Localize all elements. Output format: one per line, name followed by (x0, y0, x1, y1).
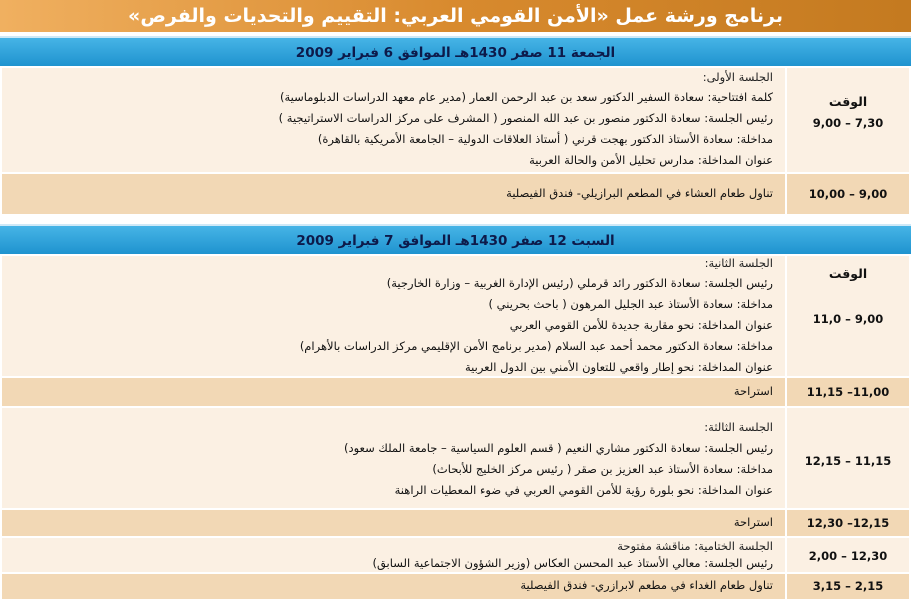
program-title: برنامج ورشة عمل «الأمن القومي العربي: التقييم والتحديات والفرص» (0, 0, 911, 32)
break1-text: استراحة (733, 384, 773, 398)
session3-heading: الجلسة الثالثة: (704, 420, 773, 434)
closing-heading: الجلسة الختامية: مناقشة مفتوحة (617, 539, 773, 553)
lunch-time-cell (785, 574, 909, 599)
session3-line-topic: عنوان المداخلة: نحو بلورة رؤية للأمن القومي العربي في ضوء المعطيات الراهنة (394, 483, 773, 497)
session2-time-cell (785, 256, 909, 376)
closing-time-cell (785, 538, 909, 572)
break2-row (2, 510, 909, 536)
session3-line-speaker: مداخلة: سعادة الأستاذ عبد العزيز بن صقر ( رئيس مركز الخليج للأبحاث) (432, 462, 773, 476)
break1-time-cell (785, 378, 909, 406)
session2-line-topic2: عنوان المداخلة: نحو إطار واقعي للتعاون الأمني بين الدول العربية (465, 360, 773, 374)
session2-line-speaker2: مداخلة: سعادة الدكتور محمد أحمد عبد السلام (مدير برنامج الأمن الإقليمي مركز الدراسات بالأهرام) (299, 339, 773, 353)
session1-heading: الجلسة الأولى: (702, 70, 773, 84)
session1-line-speaker: مداخلة: سعادة الأستاذ الدكتور بهجت قرني ( أستاذ العلاقات الدولية – الجامعة الأمريكية بالقاهرة) (317, 132, 773, 146)
dinner-content (2, 174, 785, 214)
session1-line-opening: كلمة افتتاحية: سعادة السفير الدكتور سعد بن عبد الرحمن العمار (مدير عام معهد الدراسات الدبلوماسية) (280, 90, 773, 104)
dinner-time: 9,00 – 10,00 (808, 187, 888, 201)
dinner-row (2, 174, 909, 214)
session2-line-speaker1: مداخلة: سعادة الأستاذ عبد الجليل المرهون ( باحث بحريني ) (488, 297, 773, 311)
closing-row (2, 538, 909, 572)
session2-time: 9,00 – 11,0 (812, 312, 884, 326)
session1-time-cell (785, 68, 909, 172)
time-label: الوقت (828, 266, 868, 281)
lunch-text: تناول طعام الغداء في مطعم لابرازري- فندق الفيصلية (520, 578, 773, 592)
closing-content (2, 538, 785, 572)
session3-time-cell (785, 408, 909, 508)
break1-content (2, 378, 785, 406)
session2-line-chair: رئيس الجلسة: سعادة الدكتور رائد قرملي (رئيس الإدارة الغربية – وزارة الخارجية) (386, 276, 773, 290)
break2-text: استراحة (733, 515, 773, 529)
break2-content (2, 510, 785, 536)
dinner-time-cell (785, 174, 909, 214)
session3-line-chair: رئيس الجلسة: سعادة الدكتور مشاري النعيم ( قسم العلوم السياسية – جامعة الملك سعود) (344, 441, 773, 455)
closing-line-chair: رئيس الجلسة: معالي الأستاذ عبد المحسن العكاس (وزير الشؤون الاجتماعية السابق) (372, 556, 773, 570)
lunch-row (2, 574, 909, 599)
session2-line-topic1: عنوان المداخلة: نحو مقاربة جديدة للأمن القومي العربي (509, 318, 773, 332)
session3-row (2, 408, 909, 508)
session3-content (2, 408, 785, 508)
break1-time: 11,00– 11,15 (806, 385, 890, 399)
time-label: الوقت (828, 94, 868, 109)
closing-time: 12,30 – 2,00 (808, 549, 888, 563)
break1-row (2, 378, 909, 406)
break2-time-cell (785, 510, 909, 536)
day1-header: الجمعة 11 صفر 1430هـ الموافق 6 فبراير 2009 (0, 36, 911, 66)
lunch-time: 2,15 – 3,15 (812, 579, 884, 593)
session2-row (2, 256, 909, 376)
break2-time: 12,15– 12,30 (806, 516, 890, 530)
session1-row (2, 68, 909, 172)
session1-line-topic: عنوان المداخلة: مدارس تحليل الأمن والحالة العربية (529, 153, 773, 167)
session2-content (2, 256, 785, 376)
session2-heading: الجلسة الثانية: (704, 256, 773, 270)
dinner-text: تناول طعام العشاء في المطعم البرازيلي- فندق الفيصلية (506, 186, 773, 200)
session1-time: 7,30 – 9,00 (812, 116, 884, 130)
day2-header: السبت 12 صفر 1430هـ الموافق 7 فبراير 2009 (0, 224, 911, 254)
session3-time: 11,15 – 12,15 (804, 454, 892, 468)
session1-content (2, 68, 785, 172)
session1-line-chair: رئيس الجلسة: سعادة الدكتور منصور بن عبد الله المنصور ( المشرف على مركز الدراسات الاستراتيجية ) (278, 111, 773, 125)
lunch-content (2, 574, 785, 599)
